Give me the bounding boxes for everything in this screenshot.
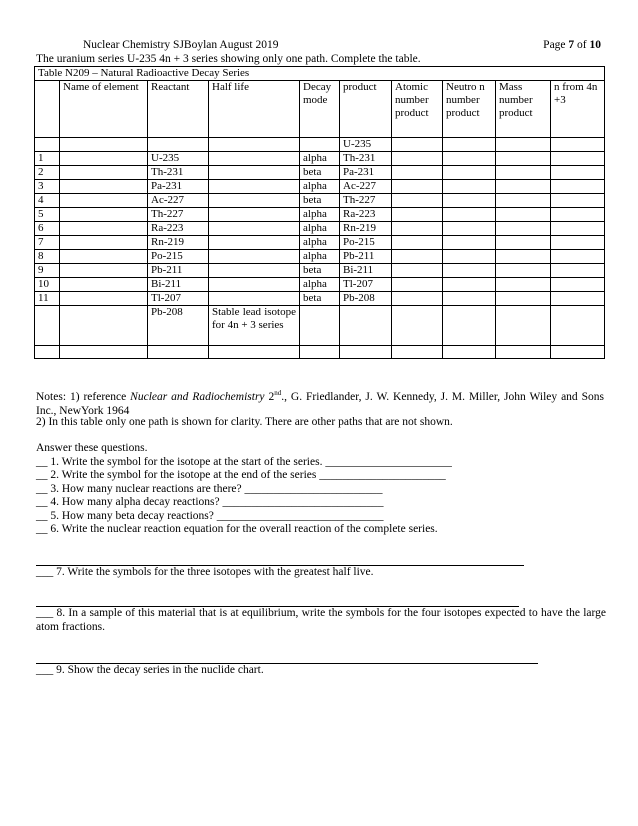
question-7: ___ 7. Write the symbols for the three isotopes with the greatest half live. xyxy=(36,566,374,578)
atomic-number-cell[interactable] xyxy=(392,250,443,264)
product-cell: Po-215 xyxy=(340,236,392,250)
stable-note: Stable lead isotope for 4n + 3 series xyxy=(209,306,300,346)
row-number: 7 xyxy=(35,236,60,250)
atomic-number-cell[interactable] xyxy=(392,264,443,278)
neutron-number-cell[interactable] xyxy=(443,236,496,250)
row-number: 11 xyxy=(35,292,60,306)
reactant-cell: Rn-219 xyxy=(148,236,209,250)
header-cell-index xyxy=(35,81,60,138)
header-n-from: n from 4n +3 xyxy=(551,81,605,138)
table-header-row xyxy=(35,81,605,138)
neutron-number-cell[interactable] xyxy=(443,152,496,166)
neutron-number-cell[interactable] xyxy=(443,292,496,306)
question-3: __ 3. How many nuclear reactions are there? ________________________ xyxy=(36,483,383,495)
reactant-cell: Ra-223 xyxy=(148,222,209,236)
header-product: product xyxy=(340,81,392,138)
element-name-cell[interactable] xyxy=(60,264,148,278)
header-neutron-number: Neutro n number product xyxy=(443,81,496,138)
question-8: ___ 8. In a sample of this material that is at equilibrium, write the symbols for the four isotopes expected to have the large atom fractions. xyxy=(36,607,606,633)
element-name-cell[interactable] xyxy=(60,166,148,180)
mass-number-cell[interactable] xyxy=(496,250,551,264)
atomic-number-cell[interactable] xyxy=(392,194,443,208)
table-row xyxy=(35,208,605,222)
product-cell: Ac-227 xyxy=(340,180,392,194)
table-caption: Table N209 – Natural Radioactive Decay Series xyxy=(35,67,605,81)
decay-mode-cell: beta xyxy=(300,166,340,180)
mass-number-cell[interactable] xyxy=(496,166,551,180)
reactant-cell: Po-215 xyxy=(148,250,209,264)
question-1: __ 1. Write the symbol for the isotope at the start of the series. ______________________ xyxy=(36,456,452,468)
table-row xyxy=(35,250,605,264)
product-cell: Tl-207 xyxy=(340,278,392,292)
answer-cell[interactable] xyxy=(551,138,605,152)
decay-mode-cell: alpha xyxy=(300,208,340,222)
n-from-cell[interactable] xyxy=(551,264,605,278)
product-cell: Pa-231 xyxy=(340,166,392,180)
atomic-number-cell[interactable] xyxy=(392,292,443,306)
intro-text: The uranium series U-235 4n + 3 series showing only one path. Complete the table. xyxy=(36,53,421,65)
reactant-cell: Th-227 xyxy=(148,208,209,222)
start-product: U-235 xyxy=(340,138,392,152)
question-2: __ 2. Write the symbol for the isotope at the end of the series ______________________ xyxy=(36,469,446,481)
question-5: __ 5. How many beta decay reactions? _____________________________ xyxy=(36,510,384,522)
neutron-number-cell[interactable] xyxy=(443,194,496,208)
reference-edition: 2 xyxy=(264,390,275,403)
element-name-cell[interactable] xyxy=(60,250,148,264)
row-number: 5 xyxy=(35,208,60,222)
table-row xyxy=(35,166,605,180)
halflife-cell[interactable] xyxy=(209,292,300,306)
reactant-cell: U-235 xyxy=(148,152,209,166)
header-atomic-number: Atomic number product xyxy=(392,81,443,138)
mass-number-cell[interactable] xyxy=(496,278,551,292)
element-name-cell[interactable] xyxy=(60,222,148,236)
reactant-cell: Pa-231 xyxy=(148,180,209,194)
halflife-cell[interactable] xyxy=(209,208,300,222)
notes-prefix: Notes: 1) reference xyxy=(36,390,131,403)
mass-number-cell[interactable] xyxy=(496,236,551,250)
row-number: 2 xyxy=(35,166,60,180)
element-name-cell[interactable] xyxy=(60,278,148,292)
mass-number-cell[interactable] xyxy=(496,180,551,194)
row-number: 8 xyxy=(35,250,60,264)
neutron-number-cell[interactable] xyxy=(443,278,496,292)
header-halflife: Half life xyxy=(209,81,300,138)
table-row-start xyxy=(35,138,605,152)
reactant-cell: Tl-207 xyxy=(148,292,209,306)
halflife-cell[interactable] xyxy=(209,264,300,278)
n-from-cell[interactable] xyxy=(551,208,605,222)
question-6: __ 6. Write the nuclear reaction equation for the overall reaction of the complete series. xyxy=(36,523,438,535)
atomic-number-cell[interactable] xyxy=(392,236,443,250)
table-row xyxy=(35,194,605,208)
table-row xyxy=(35,152,605,166)
row-number: 4 xyxy=(35,194,60,208)
element-name-cell[interactable] xyxy=(60,180,148,194)
atomic-number-cell[interactable] xyxy=(392,222,443,236)
decay-series-table xyxy=(34,66,605,359)
page-current: 7 xyxy=(568,39,575,51)
halflife-cell[interactable] xyxy=(209,222,300,236)
decay-mode-cell: beta xyxy=(300,264,340,278)
table-row xyxy=(35,180,605,194)
decay-mode-cell: alpha xyxy=(300,180,340,194)
page-number xyxy=(543,39,601,51)
atomic-number-cell[interactable] xyxy=(392,208,443,222)
halflife-cell[interactable] xyxy=(209,166,300,180)
element-name-cell[interactable] xyxy=(60,152,148,166)
decay-mode-cell: beta xyxy=(300,194,340,208)
halflife-cell[interactable] xyxy=(209,278,300,292)
product-cell: Pb-208 xyxy=(340,292,392,306)
stable-reactant: Pb-208 xyxy=(148,306,209,346)
element-name-cell[interactable] xyxy=(60,292,148,306)
page-total: 10 xyxy=(589,39,601,51)
n-from-cell[interactable] xyxy=(551,180,605,194)
header-decay-mode: Decay mode xyxy=(300,81,340,138)
row-number: 9 xyxy=(35,264,60,278)
mass-number-cell[interactable] xyxy=(496,208,551,222)
halflife-cell[interactable] xyxy=(209,236,300,250)
reactant-cell: Th-231 xyxy=(148,166,209,180)
halflife-cell[interactable] xyxy=(209,180,300,194)
notes-reference xyxy=(36,386,604,418)
table-row-blank xyxy=(35,346,605,359)
n-from-cell[interactable] xyxy=(551,278,605,292)
mass-number-cell[interactable] xyxy=(496,152,551,166)
n-from-cell[interactable] xyxy=(551,222,605,236)
atomic-number-cell[interactable] xyxy=(392,278,443,292)
product-cell: Rn-219 xyxy=(340,222,392,236)
mass-number-cell[interactable] xyxy=(496,194,551,208)
n-from-cell[interactable] xyxy=(551,250,605,264)
header-mass-number: Mass number product xyxy=(496,81,551,138)
neutron-number-cell[interactable] xyxy=(443,250,496,264)
decay-mode-cell: alpha xyxy=(300,250,340,264)
mass-number-cell[interactable] xyxy=(496,264,551,278)
row-number: 1 xyxy=(35,152,60,166)
product-cell: Pb-211 xyxy=(340,250,392,264)
table-row xyxy=(35,264,605,278)
page-label: Page xyxy=(543,39,569,51)
decay-mode-cell: alpha xyxy=(300,278,340,292)
product-cell: Ra-223 xyxy=(340,208,392,222)
decay-rows xyxy=(35,152,605,306)
reactant-cell: Bi-211 xyxy=(148,278,209,292)
neutron-number-cell[interactable] xyxy=(443,222,496,236)
row-number: 10 xyxy=(35,278,60,292)
answer-cell[interactable] xyxy=(496,138,551,152)
table-row xyxy=(35,292,605,306)
table-row xyxy=(35,222,605,236)
question-9: ___ 9. Show the decay series in the nuclide chart. xyxy=(36,664,264,676)
neutron-number-cell[interactable] xyxy=(443,180,496,194)
reference-title: Nuclear and Radiochemistry xyxy=(130,390,265,403)
n-from-cell[interactable] xyxy=(551,166,605,180)
reactant-cell: Ac-227 xyxy=(148,194,209,208)
question-4: __ 4. How many alpha decay reactions? ____________________________ xyxy=(36,496,384,508)
header-name: Name of element xyxy=(60,81,148,138)
mass-number-cell[interactable] xyxy=(496,292,551,306)
table-row xyxy=(35,236,605,250)
mass-number-cell[interactable] xyxy=(496,222,551,236)
n-from-cell[interactable] xyxy=(551,194,605,208)
product-cell: Bi-211 xyxy=(340,264,392,278)
halflife-cell[interactable] xyxy=(209,194,300,208)
reference-authors: ., G. Friedlander, J. W. Kennedy, J. M. Miller, John Wiley and Sons Inc., NewYork 1964 xyxy=(36,390,604,417)
atomic-number-cell[interactable] xyxy=(392,180,443,194)
reactant-cell: Pb-211 xyxy=(148,264,209,278)
element-name-cell[interactable] xyxy=(60,236,148,250)
halflife-cell[interactable] xyxy=(209,250,300,264)
answer-cell[interactable] xyxy=(443,138,496,152)
notes-clarity: 2) In this table only one path is shown for clarity. There are other paths that are not shown. xyxy=(36,416,453,428)
n-from-cell[interactable] xyxy=(551,292,605,306)
halflife-cell[interactable] xyxy=(209,152,300,166)
decay-mode-cell: beta xyxy=(300,292,340,306)
answer-cell[interactable] xyxy=(392,138,443,152)
decay-mode-cell: alpha xyxy=(300,236,340,250)
element-name-cell[interactable] xyxy=(60,194,148,208)
table-row-stable xyxy=(35,306,605,346)
edition-suffix: nd xyxy=(274,389,282,397)
decay-mode-cell: alpha xyxy=(300,152,340,166)
questions-intro: Answer these questions. xyxy=(36,442,148,454)
row-number: 6 xyxy=(35,222,60,236)
n-from-cell[interactable] xyxy=(551,152,605,166)
neutron-number-cell[interactable] xyxy=(443,208,496,222)
n-from-cell[interactable] xyxy=(551,236,605,250)
product-cell: Th-227 xyxy=(340,194,392,208)
atomic-number-cell[interactable] xyxy=(392,166,443,180)
element-name-cell[interactable] xyxy=(60,208,148,222)
product-cell: Th-231 xyxy=(340,152,392,166)
table-row xyxy=(35,278,605,292)
neutron-number-cell[interactable] xyxy=(443,166,496,180)
header-title: Nuclear Chemistry SJBoylan August 2019 xyxy=(83,39,279,51)
neutron-number-cell[interactable] xyxy=(443,264,496,278)
decay-mode-cell: alpha xyxy=(300,222,340,236)
row-number: 3 xyxy=(35,180,60,194)
atomic-number-cell[interactable] xyxy=(392,152,443,166)
header-reactant: Reactant xyxy=(148,81,209,138)
page-of: of xyxy=(574,39,590,51)
